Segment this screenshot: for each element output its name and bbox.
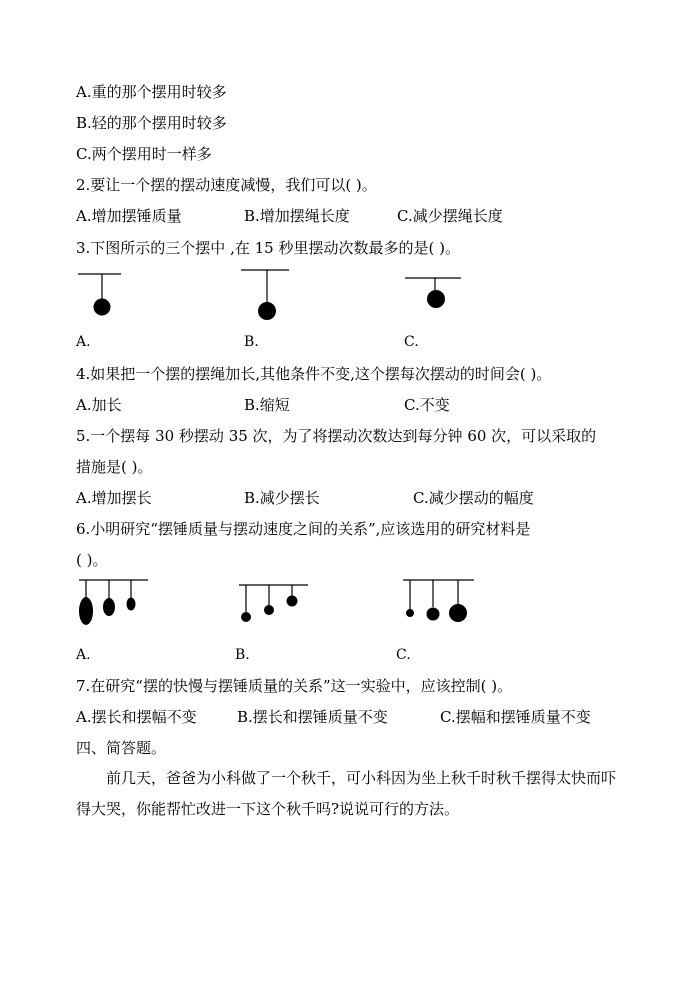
q7-stem: 7.在研究“摆的快慢与摆锤质量的关系”这一实验中，应该控制( )。 [76,677,513,695]
q1-option-a: A.重的那个摆用时较多 [76,83,227,101]
q6-label-c: C. [396,647,411,663]
q6-pendulum-set-c [403,580,474,622]
q2-option-b: B.增加摆绳长度 [244,207,350,225]
q4-option-a: A.加长 [76,396,122,414]
q5-option-c: C.减少摆动的幅度 [413,489,534,507]
q2-option-a: A.增加摆锤质量 [76,207,182,225]
q5-stem-line1: 5.一个摆每 30 秒摆动 35 次，为了将摆动次数达到每分钟 60 次，可以采取的 [76,427,597,445]
q1-option-b: B.轻的那个摆用时较多 [76,114,227,132]
q7-option-b: B.摆长和摆锤质量不变 [237,708,388,726]
q3-pendulum-c [405,278,461,308]
q5-stem-line2: 措施是( )。 [76,458,153,476]
q6-stem-line2: ( )。 [76,551,108,569]
q6-pendulum-set-a [79,580,148,625]
q1-option-c: C.两个摆用时一样多 [76,145,212,163]
section4-heading: 四、简答题。 [76,739,167,757]
q6-label-b: B. [235,647,250,663]
q5-option-b: B.减少摆长 [244,489,320,507]
q2-option-c: C.减少摆绳长度 [397,207,503,225]
section4-paragraph: 前几天，爸爸为小科做了一个秋千，可小科因为坐上秋千时秋千摆得太快而吓得大哭，你能帮忙改进一下这个秋千吗?说说可行的方法。 [76,769,617,818]
q7-option-a: A.摆长和摆幅不变 [76,708,197,726]
q4-option-b: B.缩短 [244,396,290,414]
q4-option-c: C.不变 [404,396,450,414]
q5-option-a: A.增加摆长 [76,489,152,507]
q3-stem: 3.下图所示的三个摆中 ,在 15 秒里摆动次数最多的是( )。 [76,239,460,257]
q3-pendulum-b [241,270,289,320]
q7-option-c: C.摆幅和摆锤质量不变 [440,708,591,726]
q6-label-a: A. [76,647,91,663]
q3-label-a: A. [76,334,91,350]
q3-pendulum-a [78,274,121,316]
q3-label-b: B. [244,334,259,350]
q4-stem: 4.如果把一个摆的摆绳加长,其他条件不变,这个摆每次摆动的时间会( )。 [76,365,552,383]
q2-stem: 2.要让一个摆的摆动速度减慢，我们可以( )。 [76,176,377,194]
q6-stem-line1: 6.小明研究“摆锤质量与摆动速度之间的关系”,应该选用的研究材料是 [76,520,531,538]
q6-pendulum-set-b [239,585,308,622]
q3-label-c: C. [404,334,419,350]
